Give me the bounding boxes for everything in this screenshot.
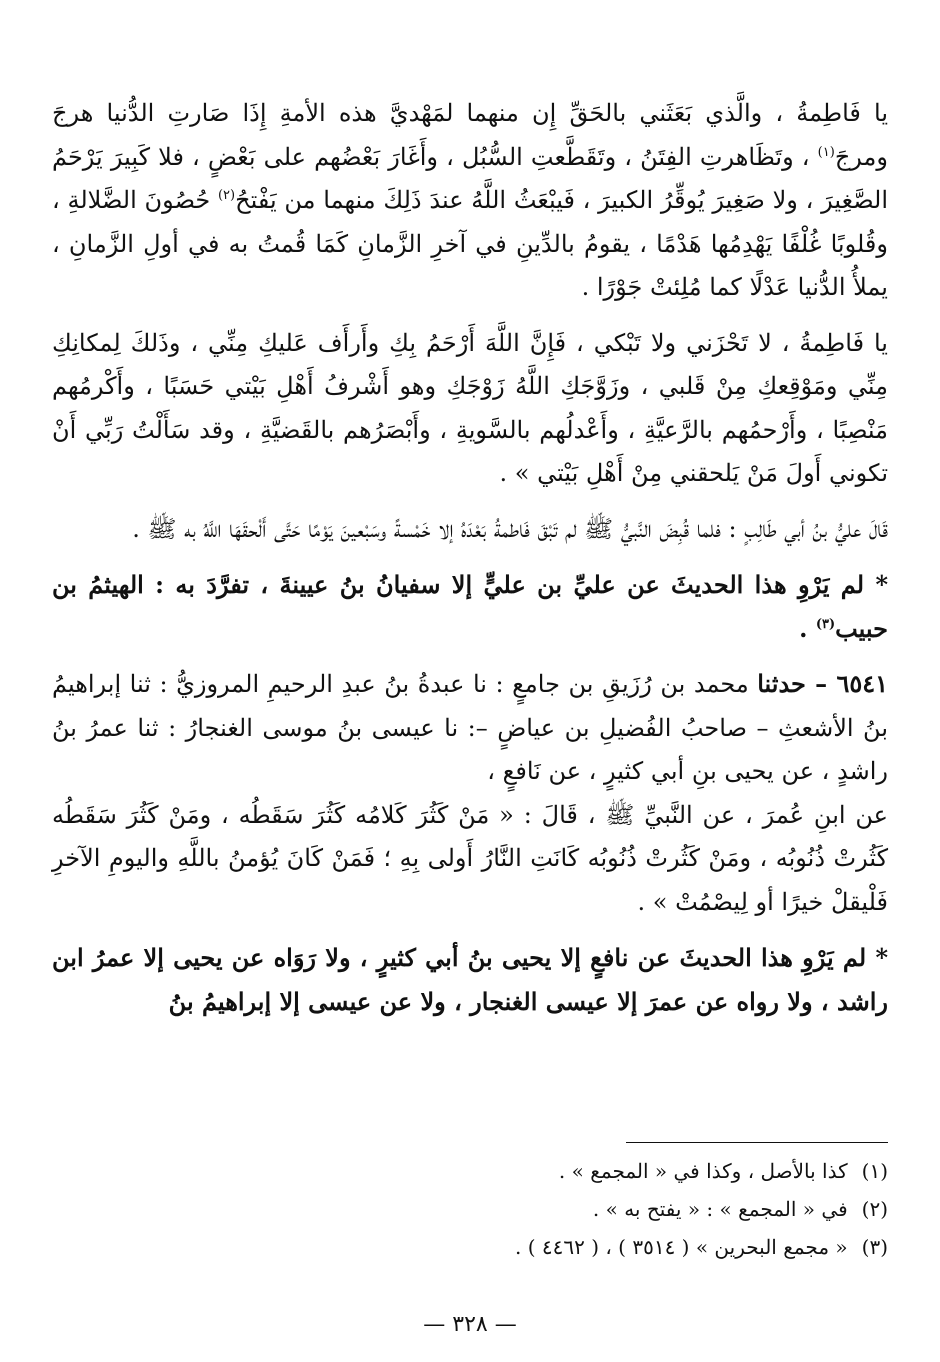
footnote-number: (٣) (861, 1235, 888, 1259)
footnote-number: (٢) (861, 1197, 888, 1221)
paragraph-commentary-1 (52, 563, 888, 650)
page-number: — ٣٢٨ — (423, 1312, 517, 1337)
text-segment: قَالَ عليُّ بنُ أبي طَالِبٍ : فلما قُبِضَ النَّبيُّ ﷺ لم تَبْقَ فَاطمةُ بَعْدَهُ إلا خَمْسةً وسَبْعينَ يَوْمًا حَتَّى أَلْحقَهَا اللَّهُ به ﷺ . (132, 514, 888, 543)
text-segment: * لم يَرْوِ هذا الحديثَ عن نافعٍ إلا يحيى بنُ أبي كثيرٍ ، ولا رَوَاه عن يحيى إلا عمرُ ابن راشد ، ولا رواه عن عمرَ إلا عيسى الغنجار ، ولا عن عيسى إلا إبراهيمُ بنُ (52, 943, 888, 1016)
hadith-lead: – حدثنا (757, 669, 837, 698)
paragraph-commentary-2 (52, 936, 888, 1023)
footnote-text: في « المجمع » : « يفتح به » . (592, 1197, 848, 1221)
text-segment: يا فَاطِمةُ ، لا تَحْزَني ولا تَبْكي ، فَإِنَّ اللَّهَ أَرْحَمُ بِكِ وأَرأَف عَليكِ مِنِّي ، وذَلكَ لِمكانِكِ مِنِّي ومَوْقِعكِ مِنْ قَلبي ، وزَوَّجَكِ اللَّهُ زَوْجَكِ وهو أَشْرفُ أَهْلِ بَيْتي حَسَبًا ، وأَكْرمُهم مَنْصِبًا ، وأَرْحمُهم بالرَّعيَّةِ ، وأَعْدلُهم بالسَّويةِ ، وأَبْصَرُهم بالقَضيَّةِ ، وقد سَأَلْتُ رَبِّي أَنْ تكوني أَولَ مَنْ يَلحقني مِنْ أَهْلِ بَيْتي » . (52, 328, 888, 487)
footnote-ref-3: (٣) (815, 616, 836, 632)
footnote-1 (52, 1152, 888, 1190)
footnote-ref-2: (٢) (217, 188, 236, 203)
footnote-3 (52, 1228, 888, 1266)
footnote-text: كذا بالأصل ، وكذا في « المجمع » . (558, 1159, 848, 1183)
footnotes (52, 1152, 888, 1266)
paragraph-narration (52, 508, 888, 552)
text-segment: . (799, 613, 816, 643)
footnote-text: « مجمع البحرين » ( ٣٥١٤ ) ، ( ٤٤٦٢ ) . (515, 1235, 848, 1259)
paragraph-consolation (52, 322, 888, 496)
footnote-divider (626, 1142, 888, 1143)
hadith-number: ٦٥٤١ (836, 669, 888, 698)
text-segment: ، وتَظَاهرتِ الفِتَنُ ، وتَقَطَّعتِ السُّبُل ، وأَغَارَ بَعْضُهم على بَعْضٍ ، فلا كَبِيرَ يَرْحَمُ الصَّغِيرَ ، ولا صَغِيرَ يُوقِّرُ الكبيرَ ، فَيبْعَثُ اللَّهُ عندَ ذَلِكَ منهما من يَفْتحُ (52, 142, 888, 214)
hadith-chain: محمد بن رُزَيقِ بن جامعٍ : نا عبدةُ بنُ عبدِ الرحيمِ المروزيُّ : ثنا إبراهيمُ بنُ الأشعثِ – صاحبُ الفُضيلِ بن عياضٍ –: نا عيسى بنُ موسى الغنجارُ : ثنا عمرُ بنُ راشدٍ ، عن يحيى بنِ أبي كثيرٍ ، عن نَافعٍ ، (52, 670, 888, 785)
text-segment: * لم يَرْوِ هذا الحديثَ عن عليِّ بن عليٍّ إلا سفيانُ بنُ عيينةَ ، تفرَّدَ به : الهيثمُ بن حبيب (52, 570, 888, 643)
text-segment: عن ابنِ عُمرَ ، عن النَّبيِّ ﷺ ، قَالَ : « مَنْ كَثُرَ كَلامُه كَثُرَ سَقَطُه ، ومَنْ كَثُرَ سَقَطُه كَثُرتْ ذُنُوبُه ، ومَنْ كَثُرتْ ذُنُوبُه كَانَتِ النَّارُ أَولى بِهِ ؛ فَمَنْ كَانَ يُؤمنُ باللَّهِ واليومِ الآخرِ فَلْيقلْ خيرًا أو لِيصْمُتْ » . (52, 800, 888, 916)
hadith-isnad (52, 662, 888, 794)
footnote-number: (١) (861, 1159, 888, 1183)
footnote-ref-1: (١) (817, 144, 835, 160)
footnote-2 (52, 1190, 888, 1228)
hadith-matn (52, 794, 888, 925)
text-segment: حُصُونَ الضَّلالةِ ، وقُلوبًا غُلْفًا يَهْدِمُها هَدْمًا ، يقومُ بالدِّينِ في آخرِ الزَّمانِ كَمَا قُمتُ به في أولِ الزَّمانِ ، يملأُ الدُّنيا عَدْلًا كما مُلِئتْ جَوْرًا . (52, 186, 888, 301)
text-segment: يا فَاطِمةُ ، والَّذي بَعَثَني بالحَقِّ إِن منهما لمَهْديَّ هذه الأمةِ إِذَا صَارتِ الدُّنيا هرجَ ومرجَ (52, 99, 888, 171)
paragraph-prophecy (52, 92, 888, 310)
